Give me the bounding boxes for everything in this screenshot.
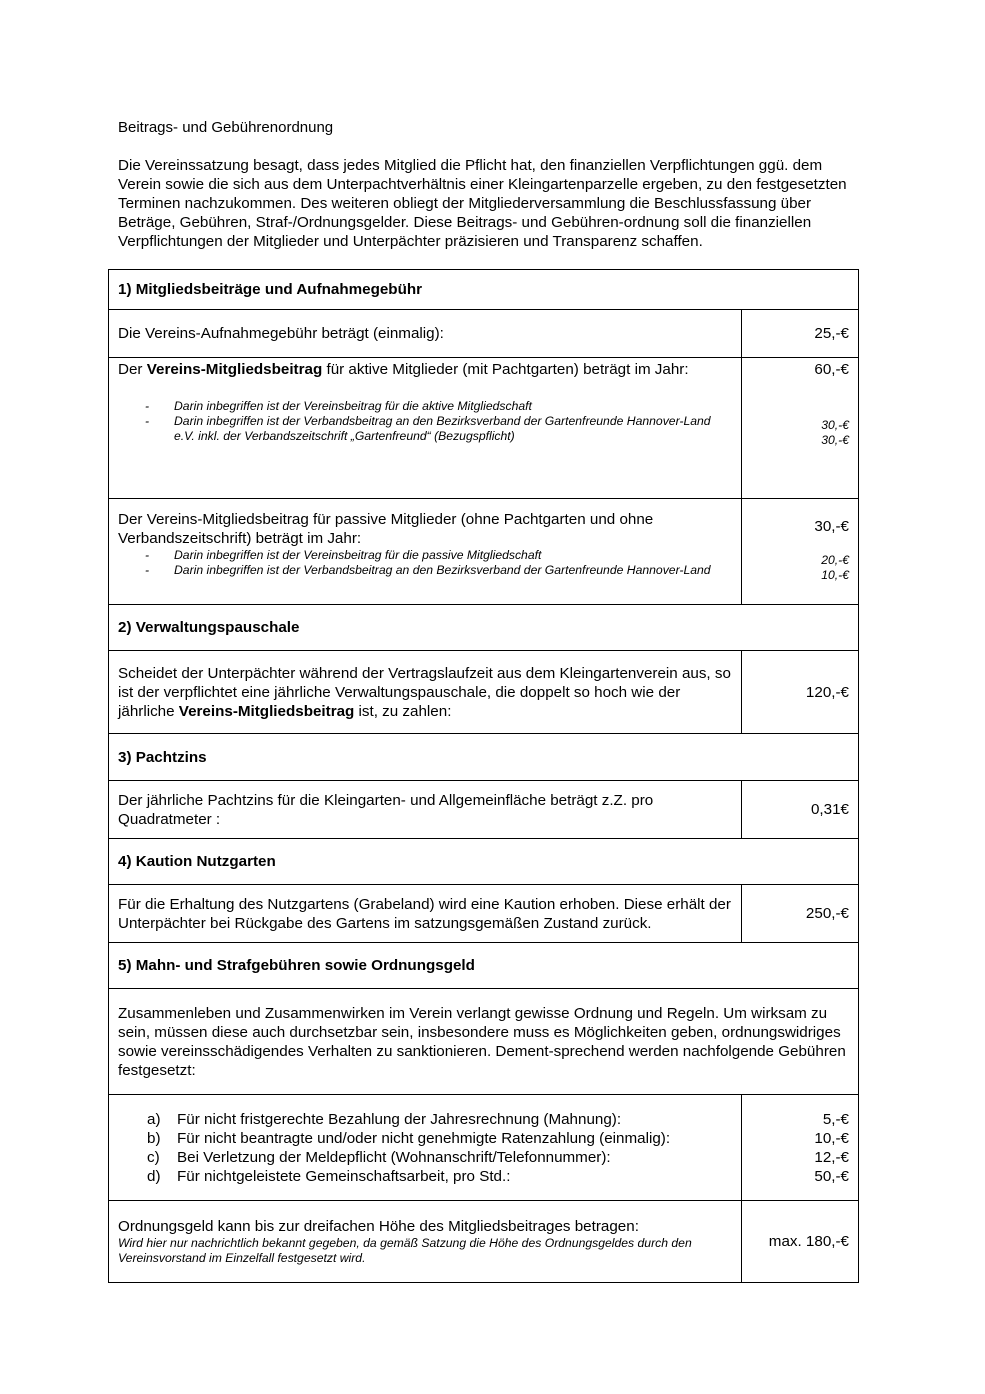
fee-text: Für nichtgeleistete Gemeinschaftsarbeit, pro Std.: [177, 1167, 511, 1185]
aktiv-cell [109, 358, 742, 499]
aktiv-subamount: 30,-€ [821, 418, 849, 432]
fee-letter: c) [147, 1148, 160, 1166]
passiv-cell [109, 499, 742, 605]
kaution-row [109, 885, 859, 943]
ordnungsgeld-amount: max. 180,-€ [742, 1201, 859, 1283]
pachtzins-amount: 0,31€ [742, 781, 859, 839]
passiv-subitem [118, 563, 732, 578]
dash-marker: - [145, 563, 150, 577]
section-3-heading: 3) Pachtzins [109, 734, 859, 781]
aufnahme-amount: 25,-€ [742, 310, 859, 358]
fee-item [147, 1110, 732, 1129]
passiv-subitem [118, 548, 732, 563]
aktiv-text-bold: Vereins-Mitgliedsbeitrag [146, 361, 323, 378]
section-1-heading: 1) Mitgliedsbeiträge und Aufnahmegebühr [109, 270, 859, 310]
mahn-intro-row [109, 989, 859, 1095]
aktiv-subamount: 30,-€ [821, 433, 849, 447]
aktiv-subitem [118, 414, 732, 444]
passiv-subamount: 10,-€ [821, 568, 849, 582]
fees-amount-cell [742, 1095, 859, 1201]
verwaltung-row [109, 651, 859, 734]
passiv-amount-cell [742, 499, 859, 605]
verwaltung-text-bold: Vereins-Mitgliedsbeitrag [178, 702, 355, 720]
aktiv-row [109, 358, 859, 499]
document-title: Beitrags- und Gebührenordnung [118, 119, 334, 136]
dash-marker: - [145, 414, 150, 428]
verwaltung-text-pre: Scheidet der Unterpächter während der Vertragslaufzeit aus dem Kleingartenverein aus, so ist der verpflichtet eine jährliche Verwaltungspauschale, die doppelt so hoch wie der jährliche [118, 664, 731, 720]
kaution-text: Für die Erhaltung des Nutzgartens (Grabeland) wird eine Kaution erhoben. Diese erhält der Unterpächter bei Rückgabe des Gartens im satzungsgemäßen Zustand zurück. [109, 885, 742, 943]
aktiv-text [118, 360, 732, 379]
fee-text: Für nicht fristgerechte Bezahlung der Jahresrechnung (Mahnung): [177, 1110, 622, 1128]
section-4-heading: 4) Kaution Nutzgarten [109, 839, 859, 885]
aufnahme-row [109, 310, 859, 358]
fees-row [109, 1095, 859, 1201]
fee-amount: 50,-€ [814, 1167, 849, 1185]
verwaltung-text-post: ist, zu zahlen: [354, 702, 452, 720]
fee-item [147, 1148, 732, 1167]
passiv-row [109, 499, 859, 605]
pachtzins-text: Der jährliche Pachtzins für die Kleingarten- und Allgemeinfläche beträgt z.Z. pro Quadratmeter : [109, 781, 742, 839]
aktiv-subitem-text: Darin inbegriffen ist der Vereinsbeitrag für die aktive Mitgliedschaft [174, 399, 532, 413]
verwaltung-text [109, 651, 742, 734]
aktiv-subitem [118, 399, 732, 414]
aktiv-text-post: für aktive Mitglieder (mit Pachtgarten) beträgt im Jahr: [322, 361, 689, 378]
kaution-amount: 250,-€ [742, 885, 859, 943]
verwaltung-amount: 120,-€ [742, 651, 859, 734]
aktiv-amount: 60,-€ [814, 361, 849, 378]
fees-list-cell [109, 1095, 742, 1201]
section-5-heading-row [109, 943, 859, 989]
fee-letter: a) [147, 1110, 161, 1128]
aktiv-amount-cell [742, 358, 859, 499]
dash-marker: - [145, 399, 150, 413]
section-1-heading-row [109, 270, 859, 310]
aktiv-sublist [118, 399, 732, 444]
fee-letter: b) [147, 1129, 161, 1147]
ordnungsgeld-cell [109, 1201, 742, 1283]
mahn-intro-text: Zusammenleben und Zusammenwirken im Verein verlangt gewisse Ordnung und Regeln. Um wirksam zu sein, müssen diese auch durchsetzbar sein, insbesondere muss es Möglichkeiten geben, ordnungswidriges sowie vereinsschädigendes Verhalten zu sanktionieren. Dement-sprechend werden nachfolgende Gebühren festgesetzt: [109, 989, 859, 1095]
fees-list [118, 1110, 732, 1186]
passiv-subitem-text: Darin inbegriffen ist der Vereinsbeitrag für die passive Mitgliedschaft [174, 548, 542, 562]
fee-item [147, 1129, 732, 1148]
fee-amount: 10,-€ [814, 1129, 849, 1147]
fee-amount: 12,-€ [814, 1148, 849, 1166]
passiv-subitem-text: Darin inbegriffen ist der Verbandsbeitrag an den Bezirksverband der Gartenfreunde Hannover-Land [174, 563, 711, 577]
passiv-text: Der Vereins-Mitgliedsbeitrag für passive Mitglieder (ohne Pachtgarten und ohne Verbandszeitschrift) beträgt im Jahr: [118, 511, 654, 547]
ordnungsgeld-note: Wird hier nur nachrichtlich bekannt gegeben, da gemäß Satzung die Höhe des Ordnungsgeldes durch den Vereinsvorstand im Einzelfall festgesetzt wird. [118, 1236, 692, 1265]
section-2-heading-row [109, 605, 859, 651]
fee-amount: 5,-€ [822, 1110, 849, 1128]
section-5-heading: 5) Mahn- und Strafgebühren sowie Ordnungsgeld [109, 943, 859, 989]
section-3-heading-row [109, 734, 859, 781]
fee-item [147, 1167, 732, 1186]
passiv-amount: 30,-€ [814, 518, 849, 535]
intro-paragraph: Die Vereinssatzung besagt, dass jedes Mitglied die Pflicht hat, den finanziellen Verpflichtungen ggü. dem Verein sowie die sich aus dem Unterpachtverhältnis einer Kleingartenparzelle ergeben, zu den festgesetzten Terminen nachzukommen. Des weiteren obliegt der Mitgliederversammlung die Beschlussfassung über Beträge, Gebühren, Straf-/Ordnungsgelder. Diese Beitrags- und Gebühren-ordnung soll die finanziellen Verpflichtungen der Mitglieder und Unterpächter präzisieren und Transparenz schaffen. [118, 157, 847, 250]
fee-table [108, 269, 859, 1283]
fee-text: Für nicht beantragte und/oder nicht genehmigte Ratenzahlung (einmalig): [177, 1129, 671, 1147]
dash-marker: - [145, 548, 150, 562]
aktiv-subitem-text: Darin inbegriffen ist der Verbandsbeitrag an den Bezirksverband der Gartenfreunde Hannover-Land e.V. inkl. der Verbandszeitschrift „Gartenfreund“ (Bezugspflicht) [174, 414, 711, 443]
ordnungsgeld-row [109, 1201, 859, 1283]
passiv-subamount: 20,-€ [821, 553, 849, 567]
fee-letter: d) [147, 1167, 161, 1185]
fee-text: Bei Verletzung der Meldepflicht (Wohnanschrift/Telefonnummer): [177, 1148, 611, 1166]
aufnahme-text: Die Vereins-Aufnahmegebühr beträgt (einmalig): [109, 310, 742, 358]
aktiv-text-pre: Der [118, 361, 147, 378]
passiv-sublist [118, 548, 732, 578]
pachtzins-row [109, 781, 859, 839]
ordnungsgeld-text: Ordnungsgeld kann bis zur dreifachen Höhe des Mitgliedsbeitrages betragen: [118, 1218, 639, 1235]
section-4-heading-row [109, 839, 859, 885]
section-2-heading: 2) Verwaltungspauschale [109, 605, 859, 651]
